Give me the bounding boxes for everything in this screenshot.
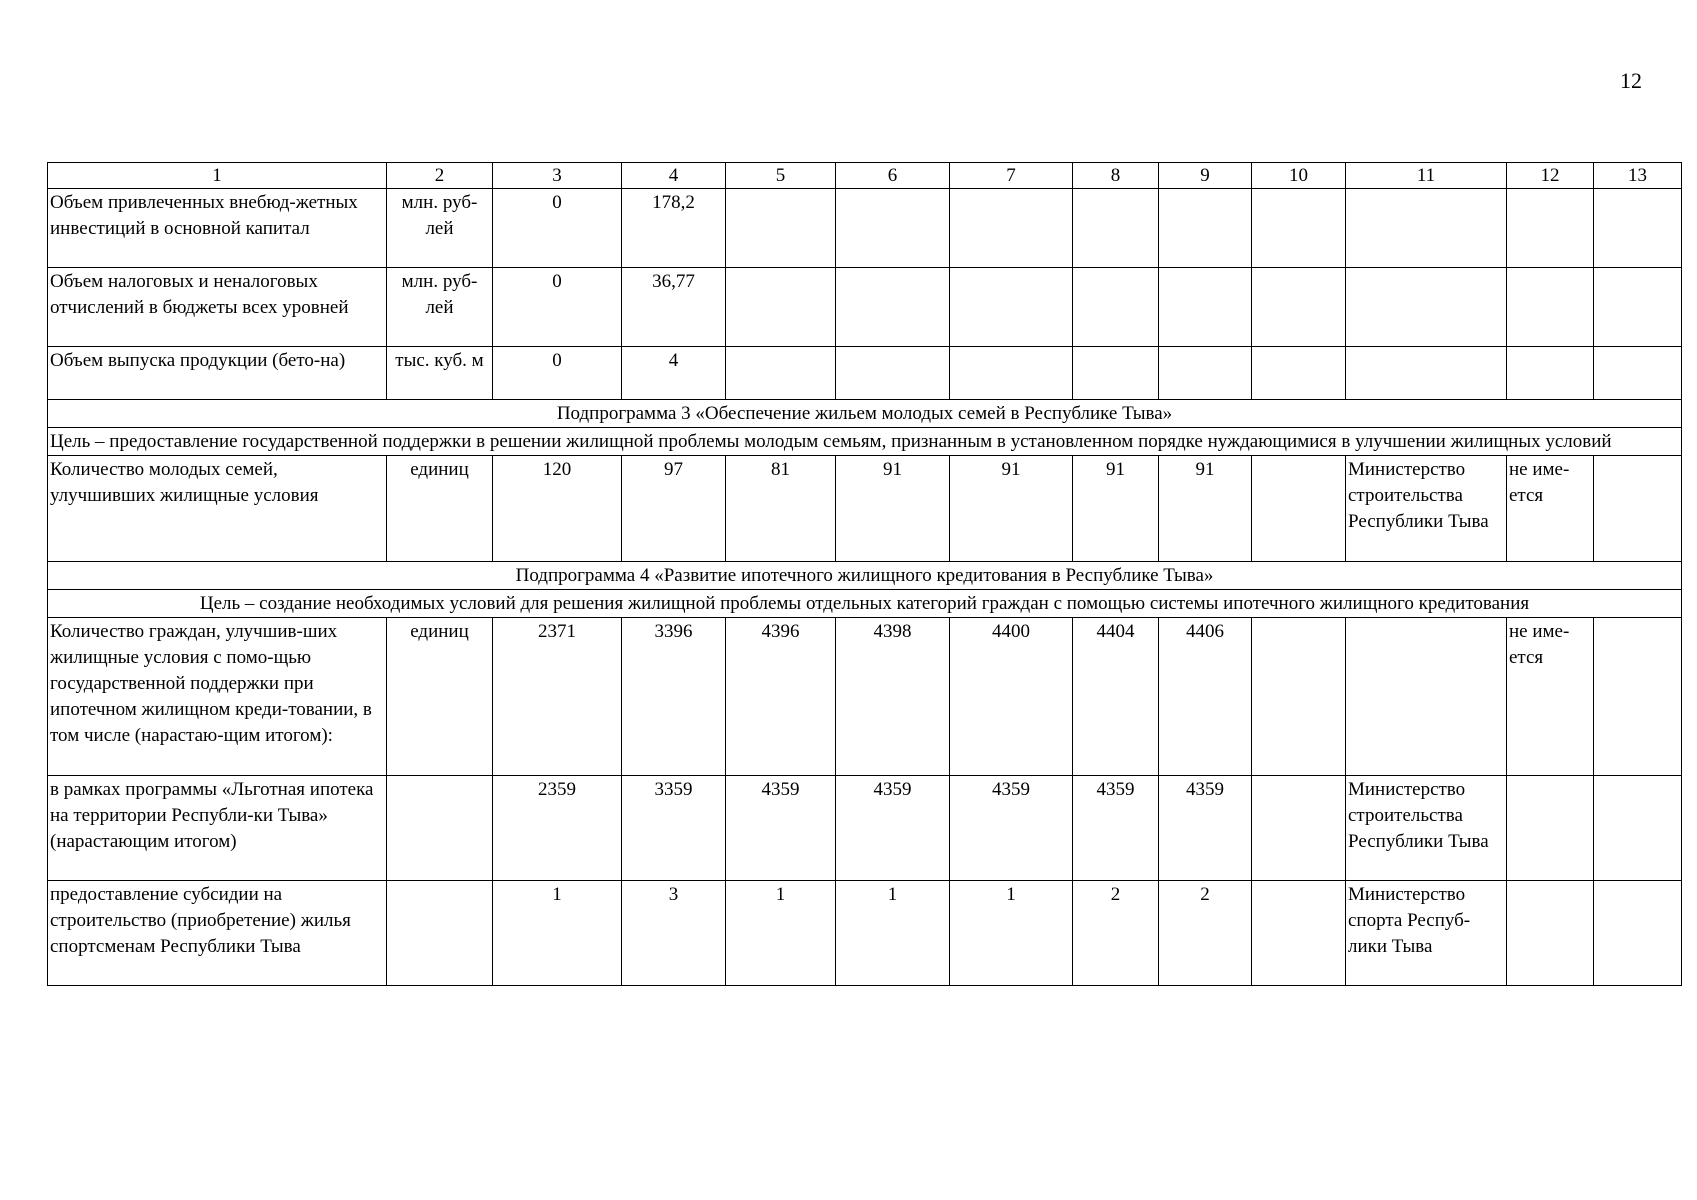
table-row: [48, 881, 1682, 986]
unit-cell: млн. руб-лей: [387, 268, 493, 347]
subprogram-4-goal: Цель – создание необходимых условий для решения жилищной проблемы отдельных категорий граждан с помощью системы ипотечного жилищного кредитования: [48, 590, 1682, 618]
header-cell: 9: [1159, 163, 1252, 189]
indicator-name: Объем привлеченных внебюд-жетных инвестиций в основной капитал: [48, 189, 387, 268]
unit-cell: тыс. куб. м: [387, 347, 493, 400]
note-cell: не име-ется: [1507, 618, 1594, 776]
value-cell: 97: [622, 456, 726, 562]
indicator-name: предоставление субсидии на строительство (приобретение) жилья спортсменам Республики Тыва: [48, 881, 387, 986]
value-cell: 4359: [726, 776, 836, 881]
responsible-cell: Министерство спорта Респуб-лики Тыва: [1346, 881, 1507, 986]
value-cell: 91: [950, 456, 1073, 562]
value-cell: 4404: [1073, 618, 1159, 776]
value-cell: 4396: [726, 618, 836, 776]
value-cell: 3396: [622, 618, 726, 776]
subprogram-4-title: Подпрограмма 4 «Развитие ипотечного жилищного кредитования в Республике Тыва»: [48, 562, 1682, 590]
value-cell: 4398: [836, 618, 950, 776]
unit-cell: [387, 776, 493, 881]
responsible-cell: Министерство строительства Республики Тыва: [1346, 776, 1507, 881]
value-cell: 120: [493, 456, 622, 562]
table-row: [48, 189, 1682, 268]
header-cell: 7: [950, 163, 1073, 189]
indicator-name: в рамках программы «Льготная ипотека на территории Республи-ки Тыва» (нарастающим итогом): [48, 776, 387, 881]
value-cell: [1252, 776, 1346, 881]
value-cell: 2: [1073, 881, 1159, 986]
indicators-table: [47, 162, 1682, 986]
page-number: 12: [1620, 68, 1642, 93]
value-cell: 0: [493, 268, 622, 347]
unit-cell: единиц: [387, 618, 493, 776]
value-cell: 1: [493, 881, 622, 986]
value-cell: 4406: [1159, 618, 1252, 776]
header-cell: 6: [836, 163, 950, 189]
table-row: [48, 456, 1682, 562]
goal-row: [48, 590, 1682, 618]
header-cell: 13: [1594, 163, 1682, 189]
value-cell: 4359: [950, 776, 1073, 881]
value-cell: 1: [726, 881, 836, 986]
subprogram-title-row: [48, 400, 1682, 428]
header-cell: 5: [726, 163, 836, 189]
value-cell: 1: [950, 881, 1073, 986]
value-cell: 81: [726, 456, 836, 562]
value-cell: 4359: [836, 776, 950, 881]
value-cell: 91: [1159, 456, 1252, 562]
value-cell: 4359: [1159, 776, 1252, 881]
subprogram-3-title: Подпрограмма 3 «Обеспечение жильем молодых семей в Республике Тыва»: [48, 400, 1682, 428]
value-cell: 3: [622, 881, 726, 986]
indicator-name: Объем налоговых и неналоговых отчислений в бюджеты всех уровней: [48, 268, 387, 347]
value-cell: 178,2: [622, 189, 726, 268]
value-cell: 1: [836, 881, 950, 986]
note-cell: [1507, 881, 1594, 986]
table-row: [48, 776, 1682, 881]
indicator-name: Количество граждан, улучшив-ших жилищные условия с помо-щью государственной поддержки при ипотечном жилищном креди-товании, в том числе (нарастаю-щим итогом):: [48, 618, 387, 776]
unit-cell: [387, 881, 493, 986]
header-cell: 4: [622, 163, 726, 189]
value-cell: 2359: [493, 776, 622, 881]
value-cell: 0: [493, 189, 622, 268]
table-row: [48, 347, 1682, 400]
goal-row: [48, 428, 1682, 456]
note-cell: не име-ется: [1507, 456, 1594, 562]
header-cell: 8: [1073, 163, 1159, 189]
value-cell: 2: [1159, 881, 1252, 986]
value-cell: 0: [493, 347, 622, 400]
responsible-cell: Министерство строительства Республики Тыва: [1346, 456, 1507, 562]
table-row: [48, 618, 1682, 776]
note-cell: [1507, 776, 1594, 881]
value-cell: 4: [622, 347, 726, 400]
value-cell: [1252, 881, 1346, 986]
header-cell: 1: [48, 163, 387, 189]
value-cell: 91: [1073, 456, 1159, 562]
value-cell: 2371: [493, 618, 622, 776]
indicator-name: Количество молодых семей, улучшивших жилищные условия: [48, 456, 387, 562]
value-cell: 36,77: [622, 268, 726, 347]
value-cell: 4359: [1073, 776, 1159, 881]
header-cell: 2: [387, 163, 493, 189]
unit-cell: единиц: [387, 456, 493, 562]
value-cell: 91: [836, 456, 950, 562]
indicator-name: Объем выпуска продукции (бето-на): [48, 347, 387, 400]
unit-cell: млн. руб-лей: [387, 189, 493, 268]
subprogram-title-row: [48, 562, 1682, 590]
value-cell: [1252, 456, 1346, 562]
value-cell: [1252, 618, 1346, 776]
header-cell: 10: [1252, 163, 1346, 189]
subprogram-3-goal: Цель – предоставление государственной поддержки в решении жилищной проблемы молодым семьям, признанным в установленном порядке нуждающимися в улучшении жилищных условий: [48, 428, 1682, 456]
header-cell: 3: [493, 163, 622, 189]
table-row: [48, 268, 1682, 347]
header-cell: 12: [1507, 163, 1594, 189]
responsible-cell: [1346, 618, 1507, 776]
column-number-header: [48, 163, 1682, 189]
value-cell: 3359: [622, 776, 726, 881]
value-cell: 4400: [950, 618, 1073, 776]
header-cell: 11: [1346, 163, 1507, 189]
